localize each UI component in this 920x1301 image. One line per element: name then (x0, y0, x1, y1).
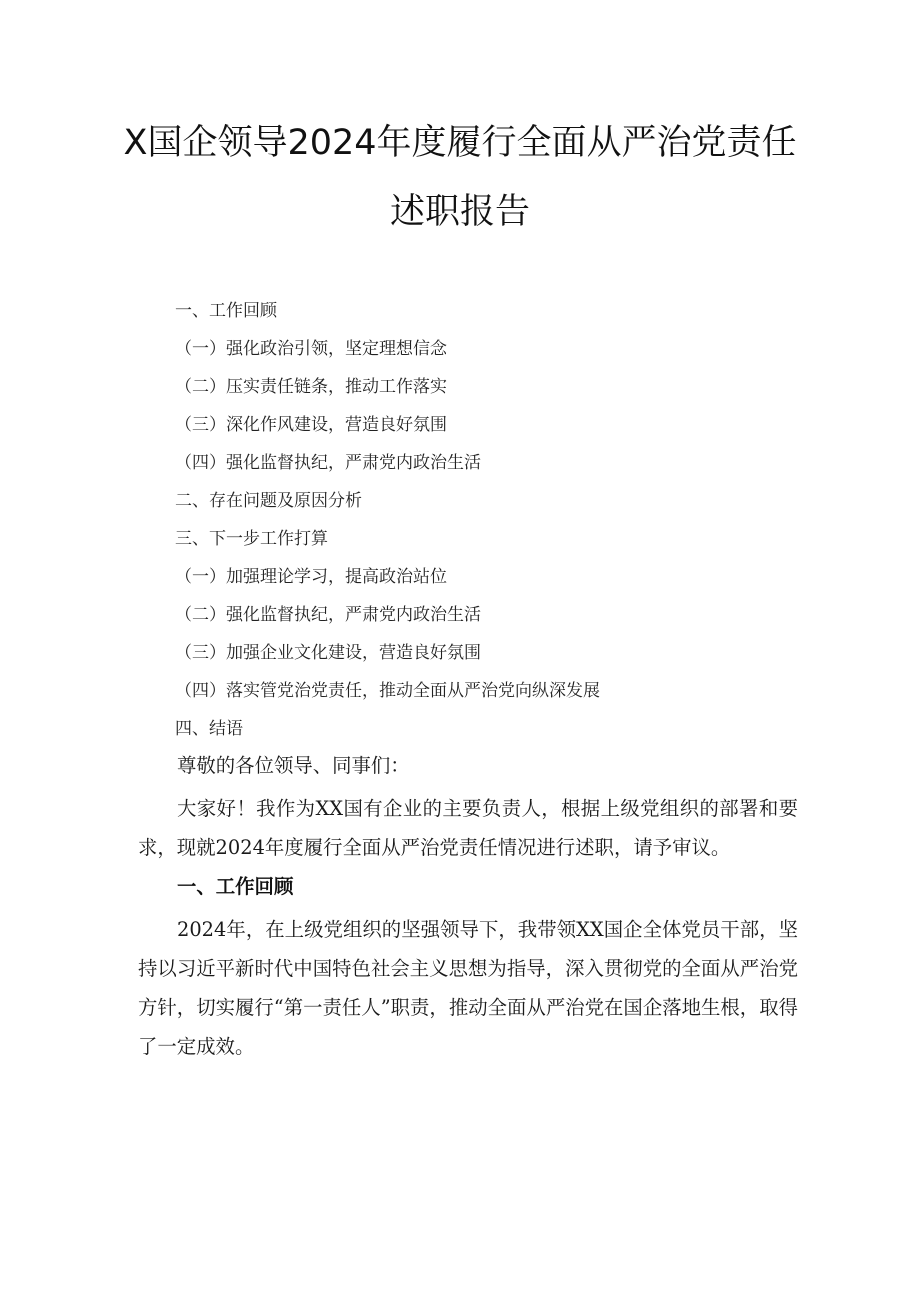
toc-item: 三、下一步工作打算 (175, 529, 328, 549)
toc-item: 一、工作回顾 (175, 301, 277, 321)
document-title-line-2: 述职报告 (389, 192, 530, 232)
toc-item: （一）加强理论学习，提高政治站位 (175, 567, 447, 587)
toc-item: 二、存在问题及原因分析 (175, 491, 362, 511)
toc-item: （三）深化作风建设，营造良好氛围 (175, 415, 447, 435)
table-of-contents (175, 292, 875, 748)
toc-item: （三）加强企业文化建设，营造良好氛围 (175, 643, 481, 663)
toc-item: （二）强化监督执纪，严肃党内政治生活 (175, 605, 481, 625)
intro-paragraph: 大家好！我作为XX国有企业的主要负责人，根据上级党组织的部署和要求，现就2024年度履行全面从严治党责任情况进行述职，请予审议。 (138, 797, 798, 859)
section-heading: 一、工作回顾 (177, 875, 294, 898)
greeting: 尊敬的各位领导、同事们： (177, 754, 410, 777)
document-title-line-1: X国企领导2024年度履行全面从严治党责任 (123, 123, 797, 163)
toc-item: （四）强化监督执纪，严肃党内政治生活 (175, 453, 481, 473)
toc-item: （四）落实管党治党责任，推动全面从严治党向纵深发展 (175, 681, 600, 701)
toc-item: 四、结语 (175, 719, 243, 739)
toc-item: （二）压实责任链条，推动工作落实 (175, 377, 447, 397)
toc-item: （一）强化政治引领，坚定理想信念 (175, 339, 447, 359)
report-body (138, 746, 798, 1066)
section-paragraph: 2024年，在上级党组织的坚强领导下，我带领XX国企全体党员干部，坚持以习近平新时代中国特色社会主义思想为指导，深入贯彻党的全面从严治党方针，切实履行“第一责任人”职责，推动全面从严治党在国企落地生根，取得了一定成效。 (138, 918, 798, 1058)
